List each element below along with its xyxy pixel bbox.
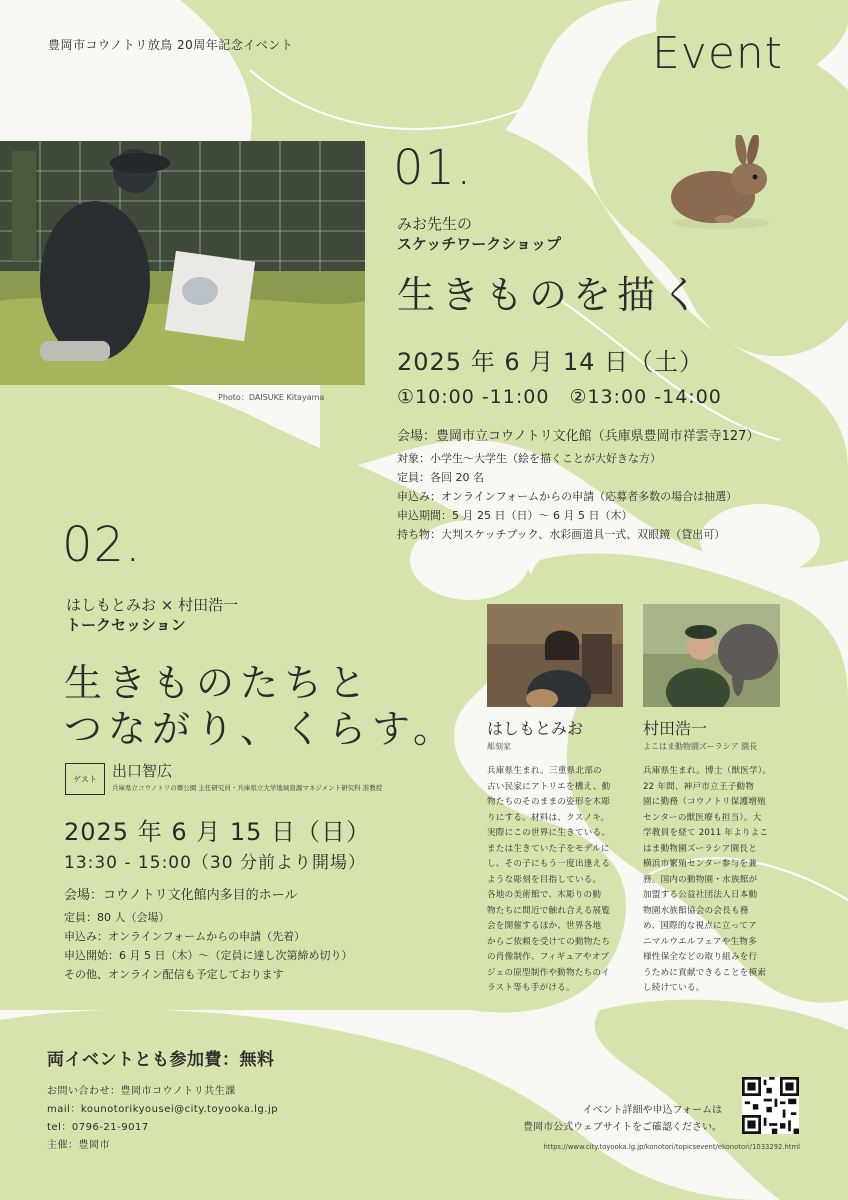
event1-detail-item: 申込み：オンラインフォームからの申請（応募者多数の場合は抽選） (397, 490, 738, 503)
web-note-line1: イベント詳細や申込フォームは (582, 1105, 722, 1116)
bio-line: または生きていた子をモデルに (487, 843, 610, 854)
event-url[interactable]: https://www.city.toyooka.lg.jp/konotori/topicsevent/ekonotori/1033292.html (543, 1143, 800, 1151)
bio-line: センターの獣医療も担当）。大 (643, 812, 762, 823)
organizer: 主催：豊岡市 (47, 1140, 110, 1151)
guest-affiliation: 兵庫県立コウノトリの郷公園 主任研究員・兵庫県立大学地域資源マネジメント研究科 准教授 (112, 784, 383, 792)
bio-line: 加盟する公益社団法人日本動 (643, 890, 758, 900)
event1-subtitle-line1: みお先生の (397, 215, 473, 233)
guest-label: ゲスト (65, 763, 105, 795)
person1-role: 彫刻家 (487, 742, 511, 751)
contact-info (47, 1083, 278, 1155)
event2-subtitle-line2: トークセッション (66, 616, 186, 634)
event2-venue: 会場：コウノトリ文化館内多目的ホール (64, 888, 298, 903)
event2-detail-item: 定員：80 人（会場） (64, 911, 170, 924)
bio-line: ニマルウエルフェアや生物多 (643, 936, 757, 947)
bio-line: ジェの原型制作や動物たちのイ (487, 967, 610, 978)
bio-line: め、国際的な視点に立ってア (643, 921, 757, 931)
bio-line: し続けている。 (643, 983, 705, 993)
contact-mail[interactable]: mail：kounotorikyousei@city.toyooka.lg.jp (47, 1104, 279, 1115)
person2-name: 村田浩一 (643, 719, 708, 738)
person2-role: よこはま動物園ズーラシア 園長 (643, 742, 758, 751)
bio-line: ような彫刻を目指している。 (487, 874, 602, 885)
bio-line: うために貢献できることを模索 (643, 967, 767, 978)
event1-date: 2025 年 6 月 14 日（土） (397, 348, 705, 376)
person1-name: はしもとみお (487, 719, 584, 738)
event2-title-line1: 生きものたちと (64, 661, 373, 705)
bio-line: ラスト等も手がける。 (487, 983, 575, 993)
bio-line: 22 年間、神戸市立王子動物 (643, 781, 754, 792)
bio-line: 物たちのそのままの姿形を木彫 (487, 797, 611, 807)
event2-subtitle-line1: はしもとみお × 村田浩一 (66, 596, 239, 614)
event1-detail-item: 申込期間：5 月 25 日（日）〜 6 月 5 日（木） (397, 509, 633, 522)
bio-line: はま動物園ズーラシア園長と (643, 843, 757, 854)
event2-details (64, 908, 353, 984)
bio-line: 務。国内の動物園・水族館が (643, 874, 758, 885)
event2-detail-item: 申込開始：6 月 5 日（木）〜（定員に達し次第締め切り） (64, 949, 353, 962)
bio-line: 様性保全などの取り組みを行 (643, 952, 758, 962)
bio-line: 学教員を経て 2011 年よりよこ (643, 828, 769, 838)
event1-venue: 会場：豊岡市立コウノトリ文化館（兵庫県豊岡市祥雲寺127） (397, 429, 760, 444)
bio-line: し、その子にもう一度出逢える (487, 859, 611, 869)
bio-line: 実際にこの世界に生きている、 (487, 828, 611, 838)
event2-number: 02. (62, 517, 142, 573)
event2-detail-item: 申込み：オンラインフォームからの申請（先着） (64, 930, 306, 943)
person2-bio (643, 764, 771, 997)
photo-credit: Photo：DAISUKE Kitayama (218, 393, 325, 402)
web-note (440, 1102, 722, 1136)
event2-times: 13:30 - 15:00（30 分前より開場） (64, 853, 366, 873)
bio-line: りにする。材料は、クスノキ。 (487, 812, 610, 823)
bio-line: からご依頼を受けての動物たち (487, 936, 611, 947)
event1-detail-item: 対象：小学生〜大学生（絵を描くことが大好きな方） (397, 452, 661, 465)
event1-detail-item: 定員：各回 20 名 (397, 471, 484, 484)
bio-line: 園に勤務（コウノトリ保護増殖 (643, 797, 766, 807)
contact-label: お問い合わせ：豊岡市コウノトリ共生課 (47, 1086, 236, 1097)
event2-title-line2: つながり、くらす。 (64, 707, 457, 751)
event2-title (64, 660, 457, 752)
bio-line: 横浜市繁殖センター参与を兼 (643, 859, 757, 869)
event1-detail-item: 持ち物：大判スケッチブック、水彩画道具一式、双眼鏡（貸出可） (397, 528, 726, 541)
bio-line: 兵庫県生まれ。三重県北部の (487, 766, 602, 776)
portrait-murata (643, 604, 780, 707)
bio-line: 物たちに間近で触れ合える展覧 (487, 905, 611, 916)
bio-line: の肖像制作、フィギュアやオブ (487, 952, 610, 962)
bio-line: 会を開催するほか、世界各地 (487, 921, 602, 931)
event-heading: Event (652, 28, 784, 79)
event1-title: 生きものを描く (397, 273, 706, 317)
bio-line: 兵庫県生まれ。博士（獣医学）。 (643, 766, 772, 776)
guest-name: 出口智広 (112, 762, 173, 780)
event2-detail-item: その他、オンライン配信も予定しております (64, 968, 284, 981)
event2-date: 2025 年 6 月 15 日（日） (64, 818, 372, 846)
participation-fee: 両イベントとも参加費：無料 (47, 1050, 275, 1070)
bio-line: 古い民家にアトリエを構え、動 (487, 781, 611, 792)
event2-subtitle (66, 595, 238, 635)
contact-tel[interactable]: tel：0796-21-9017 (47, 1122, 149, 1133)
web-note-line2: 豊岡市公式ウェブサイトをご確認ください。 (523, 1122, 722, 1133)
event1-details (397, 449, 737, 544)
event1-subtitle (397, 214, 561, 254)
portrait-hashimoto (487, 604, 623, 707)
event1-subtitle-line2: スケッチワークショップ (397, 235, 561, 253)
bio-line: 物園水族館協会の会長も務 (643, 905, 749, 916)
bio-line: 各地の美術館で、木彫りの動 (487, 890, 602, 900)
event1-times: ①10:00 -11:00 ②13:00 -14:00 (397, 386, 722, 408)
qr-code-icon[interactable] (742, 1077, 799, 1134)
event1-number: 01. (393, 140, 473, 196)
person1-bio (487, 764, 610, 997)
sketching-photo (0, 141, 365, 385)
rabbit-image (665, 135, 777, 230)
series-title: 豊岡市コウノトリ放鳥 20周年記念イベント (48, 38, 294, 52)
